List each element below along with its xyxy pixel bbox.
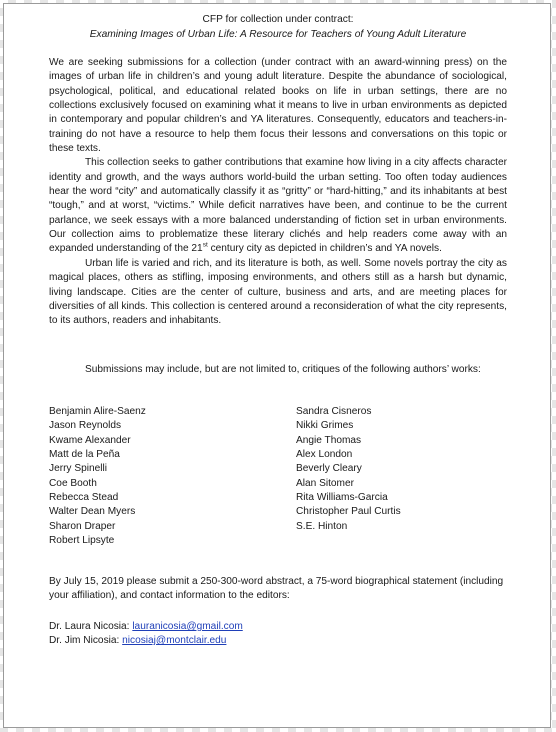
author-item: Beverly Cleary <box>296 463 362 475</box>
paragraph-2-superscript: st <box>202 242 208 250</box>
author-item: Christopher Paul Curtis <box>296 506 401 518</box>
author-item: Matt de la Peña <box>49 449 120 461</box>
paragraph-2 <box>49 156 507 256</box>
author-item: Jerry Spinelli <box>49 463 107 475</box>
author-item: Nikki Grimes <box>296 420 354 432</box>
author-item: Robert Lipsyte <box>49 535 115 547</box>
paragraph-3: Urban life is varied and rich, and its literature is both, as well. Some novels portray the city as magical places, others as stifling, imposing environments, and others still as a harsh but dynamic, living landscape. Cities are the center of culture, business and arts, and are meeting places for diversities of all kinds. This collection is centered around a reconsideration of what the city represents, to its authors, readers and inhabitants. <box>49 257 507 327</box>
submissions-intro: Submissions may include, but are not limited to, critiques of the following authors’ works: <box>85 364 481 375</box>
author-item: Jason Reynolds <box>49 420 122 432</box>
author-item: Sharon Draper <box>49 520 116 532</box>
contact-jim <box>49 634 226 648</box>
paragraph-2-text-b: century city as depicted in children’s and YA novels. <box>207 243 442 255</box>
author-item: Benjamin Alire-Saenz <box>49 406 146 417</box>
author-item: Angie Thomas <box>296 434 362 446</box>
author-item: Alan Sitomer <box>296 477 354 489</box>
author-item: Sandra Cisneros <box>296 406 372 417</box>
email-link-jim[interactable]: nicosiaj@montclair.edu <box>122 635 227 646</box>
body-text <box>49 56 507 329</box>
author-item: Kwame Alexander <box>49 434 131 446</box>
document-page <box>3 3 551 728</box>
paragraph-2-text-a: This collection seeks to gather contributions that examine how living in a city affects character identity and growth, and the ways authors world-build the urban setting. Too often today audiences hear the word “city” and automatically classify it as “gritty” or “hard-hitting,” and its inhabitants at best “tough,” and at worst, “victims.” While deficit narratives have been, and continue to be the current parlance, we seek essays with a more balanced understanding of fiction set in urban environments. Our collection aims to problematize these literary clichés and help readers come away with an expanded understanding of the 21 <box>49 157 507 255</box>
paragraph-1: We are seeking submissions for a collection (under contract with an award-winning press) on the images of urban life in children’s and young adult literature. Despite the abundance of sociological, psychological, political, and educational related books on life in urban settings, there are no collections exclusively focused on examining what it means to live in urban environments as depicted in contemporary and popular children’s and YA literatures. Consequently, educators and teachers-in-training do not have a resource to help them focus their lessons and conversations on this topic or these texts. <box>49 57 507 155</box>
author-item: Walter Dean Myers <box>49 506 136 518</box>
authors-list-left <box>49 405 146 548</box>
document-subtitle: Examining Images of Urban Life: A Resource for Teachers of Young Adult Literature <box>89 29 467 40</box>
contact-laura <box>49 620 243 634</box>
deadline-text: By July 15, 2019 please submit a 250-300-word abstract, a 75-word biographical statement (including your affiliation), and contact information to the editors: <box>49 576 504 602</box>
authors-list-right <box>296 405 401 534</box>
author-item: Coe Booth <box>49 477 97 489</box>
author-item: Alex London <box>296 449 353 461</box>
author-item: Rita Williams-Garcia <box>296 492 388 504</box>
author-item: Rebecca Stead <box>49 492 119 504</box>
document-title: CFP for collection under contract: <box>202 14 354 25</box>
contact-name: Dr. Jim Nicosia: <box>49 635 120 646</box>
author-item: S.E. Hinton <box>296 520 348 532</box>
contact-name: Dr. Laura Nicosia: <box>49 621 130 632</box>
email-link-laura[interactable]: lauranicosia@gmail.com <box>132 621 243 632</box>
